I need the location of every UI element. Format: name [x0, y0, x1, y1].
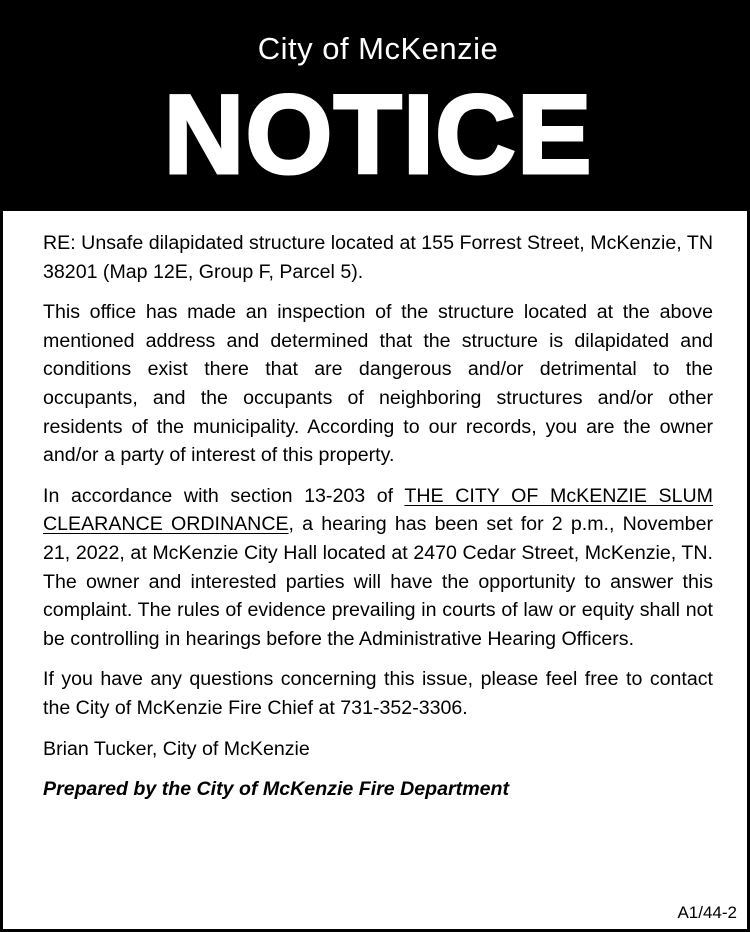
questions-paragraph: If you have any questions concerning this issue, please feel free to contact the City of McKenzie Fire Chief at 731-352-3306.	[43, 668, 713, 719]
signature-line: Brian Tucker, City of McKenzie	[43, 737, 310, 760]
header-city-name: City of McKenzie	[257, 31, 499, 66]
ad-code: A1/44-2	[677, 903, 737, 922]
header-notice-title: NOTICE	[163, 72, 593, 197]
inspection-paragraph: This office has made an inspection of the structure located at the above mentioned address and determined that the structure is dilapidated and conditions exist there that are dangerous and/or detrimental to the occupants, and the occupants of neighboring structures and/or other residents of the municipality. According to our records, you are the owner and/or a party of interest of this property.	[43, 301, 713, 467]
ordinance-name: THE CITY OF McKENZIE SLUM CLEARANCE ORDINANCE	[43, 484, 713, 536]
re-paragraph: RE: Unsafe dilapidated structure located at 155 Forrest Street, McKenzie, TN 38201 (Map 12E, Group F, Parcel 5).	[43, 232, 713, 283]
hearing-suffix: , a hearing has been set for 2 p.m., November 21, 2022, at McKenzie City Hall located at 2470 Cedar Street, McKenzie, TN. The owner and interested parties will have the opportunity to answer this complaint. The rules of evidence prevailing in courts of law or equity shall not be controlling in hearings before the Administrative Hearing Officers.	[43, 513, 713, 650]
hearing-prefix: In accordance with section 13-203 of	[43, 484, 405, 507]
notice-body	[43, 229, 713, 816]
notice-header	[3, 3, 750, 211]
prepared-by-line: Prepared by the City of McKenzie Fire Department	[43, 778, 510, 801]
hearing-paragraph	[43, 482, 713, 654]
